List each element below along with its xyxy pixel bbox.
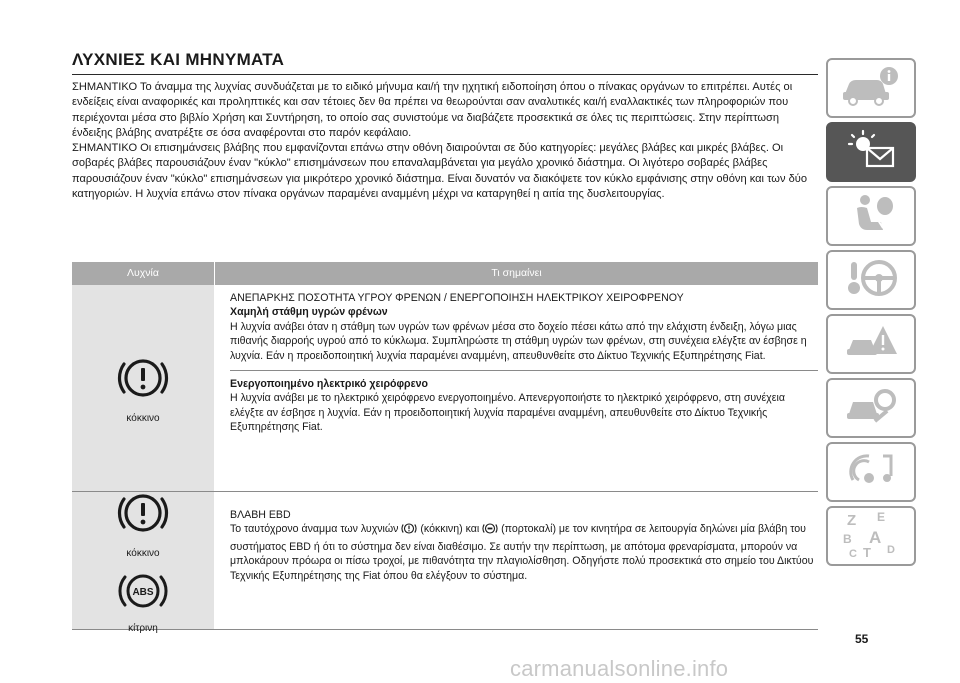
brake-warning-icon (401, 522, 417, 539)
page-title: ΛΥΧΝΙΕΣ ΚΑΙ ΜΗΝΥΜΑΤΑ (72, 50, 285, 69)
block-title: ΒΛΑΒΗ EBD (230, 509, 291, 521)
block-heading: Ενεργοποιημένο ηλεκτρικό χειρόφρενο (230, 378, 428, 391)
lamp-cell (72, 492, 214, 634)
car-info-icon (839, 64, 903, 113)
lamp-cell (72, 285, 214, 491)
tab-emergency[interactable] (826, 314, 916, 374)
block-heading: Χαμηλή στάθμη υγρών φρένων (230, 306, 388, 319)
lamp-color-caption: κίτρινη (128, 622, 158, 634)
table-row (72, 285, 818, 492)
watermark: carmanualsonline.info (510, 656, 729, 681)
brake-warning-icon (115, 350, 171, 410)
maintenance-icon (839, 384, 903, 433)
index-letter-z: Z (847, 511, 857, 529)
title-divider (72, 74, 818, 75)
index-letter-d: D (887, 543, 895, 556)
index-letter-c: C (849, 547, 857, 559)
index-letter-e: E (877, 509, 886, 524)
intro-paragraph-2: ΣΗΜΑΝΤΙΚΟ Οι επισημάνσεις βλάβης που εμφανίζονται επάνω στην οθόνη διαιρούνται σε δύο κατηγορίες: μεγάλες βλάβες και μικρές βλάβες. Οι σοβαρές βλάβες παρουσιάζουν έναν "κύκλο" επισημάνσεων που επαναλαμβάνεται για μεγάλο χρονικό διάστημα. Οι λιγότερο σοβαρές βλάβες παρουσιάζουν έναν "κύκλο" επισημάνσεων για μικρότερο χρονικό διάστημα. Είναι δυνατόν να διακόψετε τον κύκλο εμφάνισης στην οθόνη και των δύο κατηγοριών. Η λυχνία επάνω στον πίνακα οργάνων παραμένει αναμμένη μέχρι να καταργηθεί η αιτία της δυσλειτουργίας. (72, 142, 807, 201)
tab-safety[interactable] (826, 186, 916, 246)
abs-icon (482, 522, 498, 539)
tab-index[interactable] (826, 506, 916, 566)
emergency-icon (839, 320, 903, 369)
text-part: (κόκκινη) και (420, 523, 480, 536)
block-text (230, 522, 818, 583)
index-icon (839, 509, 903, 564)
tab-multimedia[interactable] (826, 442, 916, 502)
chapter-tabs (826, 58, 916, 570)
text-part: (πορτοκαλί) με τον κινητήρα σε λειτουργία δηλώνει μία βλάβη του συστήματος EBD ή ότι το σύστημα δεν είναι διαθέσιμο. Σε αυτήν την περίπτωση, με απότομα φρεναρίσματα, μπορούν να μπλοκάρουν πρόωρα οι πίσω τροχοί, με πιθανότητα την πλαγιολίσθηση. Οδηγήστε πολύ προσεκτικά στο σημείο του Δικτύου Τεχνικής Εξυπηρέτησης της Fiat όπου θα ελέγξουν το σύστημα. (230, 523, 814, 582)
meaning-cell (214, 285, 818, 491)
tab-maintenance[interactable] (826, 378, 916, 438)
index-letter-b: B (843, 531, 852, 546)
header-meaning: Τι σημαίνει (214, 262, 818, 285)
block-text: Η λυχνία ανάβει με το ηλεκτρικό χειρόφρενο ενεργοποιημένο. Απενεργοποιήστε το ηλεκτρικό χειρόφρενο, στη συνέχεια ελέγξτε αν έσβησε η λυχνία. Εάν η προειδοποιητική λυχνία παραμένει αναμμένη, απευθυνθείτε στο Δίκτυο Τεχνικής Εξυπηρέτησης Fiat. (230, 392, 785, 434)
tab-warning-lights[interactable] (826, 122, 916, 182)
brake-warning-icon (115, 485, 171, 545)
meaning-block (230, 370, 818, 442)
meaning-cell (214, 492, 818, 629)
svg-text:ABS: ABS (132, 586, 154, 598)
index-letter-a: A (869, 527, 882, 547)
table-row (72, 492, 818, 634)
tab-car-info[interactable] (826, 58, 916, 118)
header-lamp: Λυχνία (127, 267, 159, 280)
page-number: 55 (855, 632, 869, 646)
tab-starting-driving[interactable] (826, 250, 916, 310)
seat-airbag-icon (839, 192, 903, 241)
lamp-color-caption: κόκκινο (126, 413, 160, 424)
warning-lights-table (72, 262, 818, 634)
warning-light-message-icon (839, 128, 903, 177)
intro-paragraph-1: ΣΗΜΑΝΤΙΚΟ Το άναμμα της λυχνίας συνδυάζεται με το ειδικό μήνυμα και/ή την ηχητική ειδοποίηση όπου ο πίνακας οργάνων το επιτρέπει. Αυτές οι ενδείξεις είναι αναφορικές και προληπτικές και σαν τέτοιες δεν θα πρέπει να θεωρούνται σαν αναλυτικές και/ή εναλλακτικές των πληροφοριών που περιέχονται μέσα στο βιβλίο Χρήση και Συντήρηση, το οποίο σας συνιστούμε να διαβάζετε προσεκτικά σε όλες τις περιπτώσεις. Στην περίπτωση ένδειξης βλάβης ανατρέξτε σε όσα αναφέρονται στο παρόν κεφάλαιο. (72, 81, 793, 139)
meaning-block (230, 285, 818, 370)
block-title: ΑΝΕΠΑΡΚΗΣ ΠΟΣΟΤΗΤΑ ΥΓΡΟΥ ΦΡΕΝΩΝ / ΕΝΕΡΓΟΠΟΙΗΣΗ ΗΛΕΚΤΡΙΚΟΥ ΧΕΙΡΟΦΡΕΝΟΥ (230, 292, 684, 304)
intro-section (72, 80, 820, 202)
index-letter-t: T (863, 544, 871, 559)
table-header (72, 262, 818, 285)
lamp-color-caption: κόκκινο (126, 548, 160, 560)
meaning-block (230, 492, 818, 590)
block-text: Η λυχνία ανάβει όταν η στάθμη των υγρών των φρένων μέσα στο δοχείο πέσει κάτω από την ελάχιστη ένδειξη, λόγω μιας πιθανής διαρροής υγρού από το κύκλωμα. Συμπληρώστε τη στάθμη υγρών των φρένων, στη συνέχεια ελέγξτε αν έσβησε η λυχνία. Εάν η προειδοποιητική λυχνία παραμένει αναμμένη, απευθυνθείτε στο Δίκτυο Τεχνικής Εξυπηρέτησης Fiat. (230, 320, 807, 362)
multimedia-icon (839, 448, 903, 497)
starting-driving-icon (839, 256, 903, 305)
text-part: Το ταυτόχρονο άναμμα των λυχνιών (230, 523, 399, 536)
abs-icon (115, 566, 171, 620)
